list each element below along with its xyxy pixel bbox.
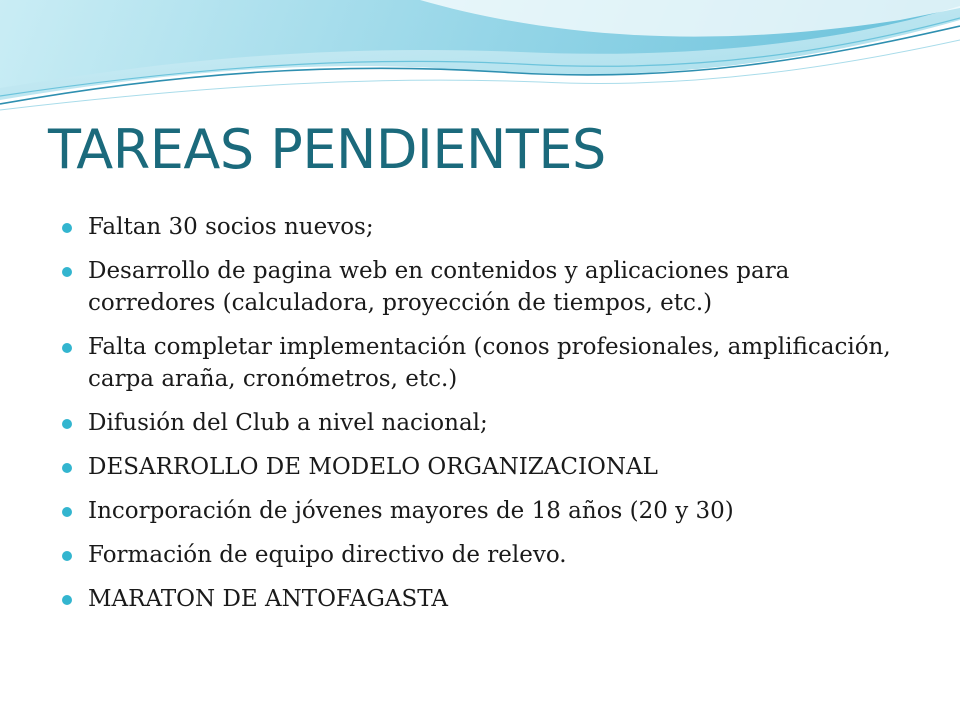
bullet-item <box>62 211 922 243</box>
bullet-item <box>62 583 922 615</box>
bullet-text: DESARROLLO DE MODELO ORGANIZACIONAL <box>88 454 658 480</box>
bullet-dot-icon <box>62 223 72 233</box>
bullet-item <box>62 451 922 483</box>
bullet-item <box>62 255 922 319</box>
bullet-dot-icon <box>62 551 72 561</box>
bullet-list <box>62 211 922 627</box>
bullet-dot-icon <box>62 507 72 517</box>
slide-title: TAREAS PENDIENTES <box>48 118 606 181</box>
bullet-dot-icon <box>62 463 72 473</box>
bullet-dot-icon <box>62 419 72 429</box>
bullet-text: Desarrollo de pagina web en contenidos y aplicaciones para corredores (calculadora, proyección de tiempos, etc.) <box>88 258 790 316</box>
bullet-text: Faltan 30 socios nuevos; <box>88 214 374 240</box>
bullet-item <box>62 407 922 439</box>
bullet-item <box>62 331 922 395</box>
bullet-dot-icon <box>62 267 72 277</box>
bullet-text: Difusión del Club a nivel nacional; <box>88 410 488 436</box>
bullet-text: Incorporación de jóvenes mayores de 18 años (20 y 30) <box>88 498 734 524</box>
bullet-dot-icon <box>62 343 72 353</box>
wave-header-decoration <box>0 0 960 120</box>
bullet-text: Falta completar implementación (conos profesionales, amplificación, carpa araña, cronómetros, etc.) <box>88 334 891 392</box>
bullet-dot-icon <box>62 595 72 605</box>
bullet-text: Formación de equipo directivo de relevo. <box>88 542 567 568</box>
bullet-item <box>62 495 922 527</box>
bullet-item <box>62 539 922 571</box>
bullet-text: MARATON DE ANTOFAGASTA <box>88 586 448 612</box>
